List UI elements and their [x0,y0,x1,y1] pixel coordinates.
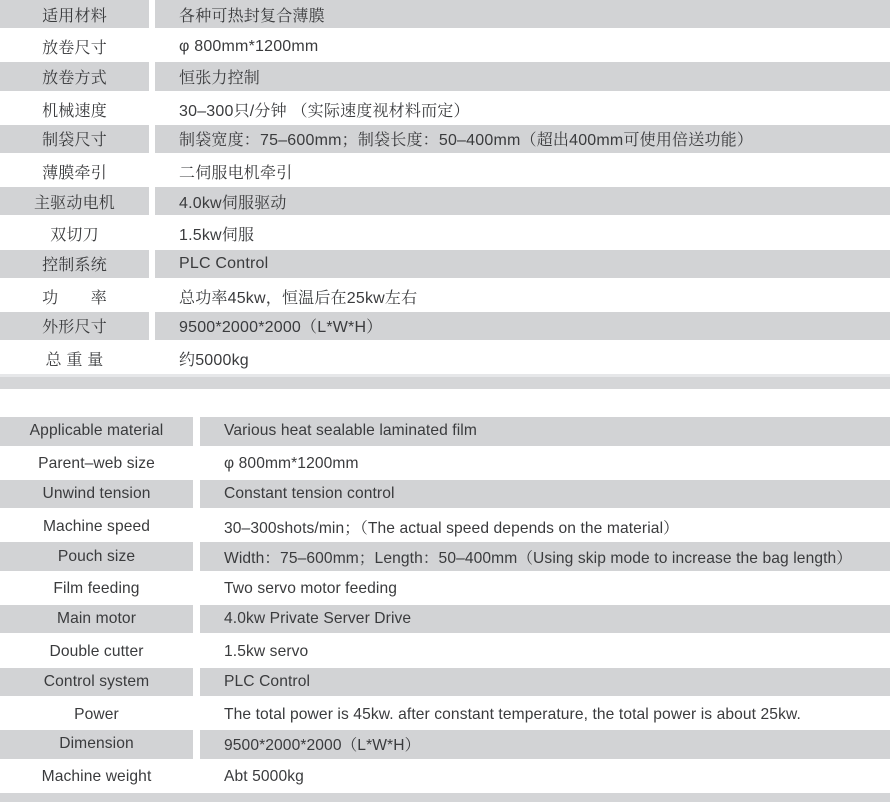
column-divider [193,668,200,699]
spec-label: 薄膜牵引 [42,165,107,183]
column-divider [193,699,200,730]
spec-row [0,187,890,218]
column-divider [193,511,200,542]
spec-value: φ 800mm*1200mm [224,455,359,473]
spec-value: 30–300只/分钟 （实际速度视材料而定） [179,102,470,120]
spec-value: 4.0kw伺服驱动 [155,187,890,218]
section-spacer [0,389,890,418]
spec-label: 外形尺寸 [0,312,149,343]
spec-row [0,449,890,480]
spec-label: Dimension [0,730,193,761]
spec-label: Control system [0,668,193,699]
spec-row [0,574,890,605]
spec-row [0,668,890,699]
spec-value: 9500*2000*2000（L*W*H） [200,730,890,761]
bottom-partial-row [0,793,890,801]
spec-label: 双切刀 [50,227,99,245]
spec-value: 9500*2000*2000（L*W*H） [155,312,890,343]
spec-label: 主驱动电机 [0,187,149,218]
spec-row [0,156,890,187]
spec-row [0,636,890,667]
spec-value: The total power is 45kw. after constant temperature, the total power is about 25kw. [224,705,801,723]
spec-value: 制袋宽度：75–600mm；制袋长度：50–400mm（超出400mm可使用倍送功能） [155,125,890,156]
spec-label: 总 重 量 [45,352,104,370]
spec-value: 1.5kw servo [224,642,309,660]
spec-value: φ 800mm*1200mm [179,37,319,55]
spec-row [0,480,890,511]
spec-label: Parent–web size [38,455,155,473]
spec-table-chinese [0,0,890,374]
spec-value: PLC Control [155,250,890,281]
spec-row [0,94,890,125]
spec-label: Machine speed [42,517,151,535]
spec-label: Applicable material [0,417,193,448]
spec-label: Power [74,705,119,723]
spec-row [0,730,890,761]
spec-label: 放卷尺寸 [42,40,107,58]
column-divider [193,762,200,793]
spec-row [0,281,890,312]
spec-row [0,699,890,730]
spec-row [0,343,890,374]
spec-row [0,605,890,636]
spec-row [0,762,890,793]
spec-table-english [0,417,890,793]
spec-label: Machine weight [41,768,152,786]
spec-label: 机械速度 [42,102,107,120]
spec-value: 总功率45kw，恒温后在25kw左右 [179,289,418,307]
spec-row [0,62,890,93]
spec-label: 放卷方式 [0,62,149,93]
spec-label: 功 率 [42,289,107,307]
column-divider [193,605,200,636]
spec-value: 二伺服电机牵引 [179,165,293,183]
spec-label: Unwind tension [0,480,193,511]
spec-value: Width：75–600mm；Length：50–400mm（Using skip mode to increase the bag length） [200,542,890,573]
column-divider [193,449,200,480]
spec-row [0,218,890,249]
spec-row [0,125,890,156]
spec-value: PLC Control [200,668,890,699]
spec-label: 适用材料 [0,0,149,31]
spec-label: Main motor [0,605,193,636]
column-divider [193,730,200,761]
spec-value: 30–300shots/min；（The actual speed depends on the material） [224,519,679,537]
section-divider-bar [0,377,890,389]
column-divider [193,542,200,573]
spec-label: Film feeding [53,580,140,598]
spec-row [0,250,890,281]
spec-value: 各种可热封复合薄膜 [155,0,890,31]
spec-label: 控制系统 [0,250,149,281]
spec-value: 1.5kw伺服 [179,227,255,245]
spec-row [0,542,890,573]
spec-row [0,511,890,542]
spec-label: Pouch size [0,542,193,573]
spec-row [0,31,890,62]
column-divider [193,417,200,448]
spec-value: Two servo motor feeding [224,580,398,598]
spec-row [0,417,890,448]
spec-label: Double cutter [49,642,144,660]
spec-label: 制袋尺寸 [0,125,149,156]
spec-value: Various heat sealable laminated film [200,417,890,448]
column-divider [193,480,200,511]
spec-value: Abt 5000kg [224,768,304,786]
spec-value: 4.0kw Private Server Drive [200,605,890,636]
spec-value: Constant tension control [200,480,890,511]
spec-row [0,312,890,343]
spec-value: 约5000kg [179,352,249,370]
column-divider [193,574,200,605]
spec-row [0,0,890,31]
spec-value: 恒张力控制 [155,62,890,93]
column-divider [193,636,200,667]
